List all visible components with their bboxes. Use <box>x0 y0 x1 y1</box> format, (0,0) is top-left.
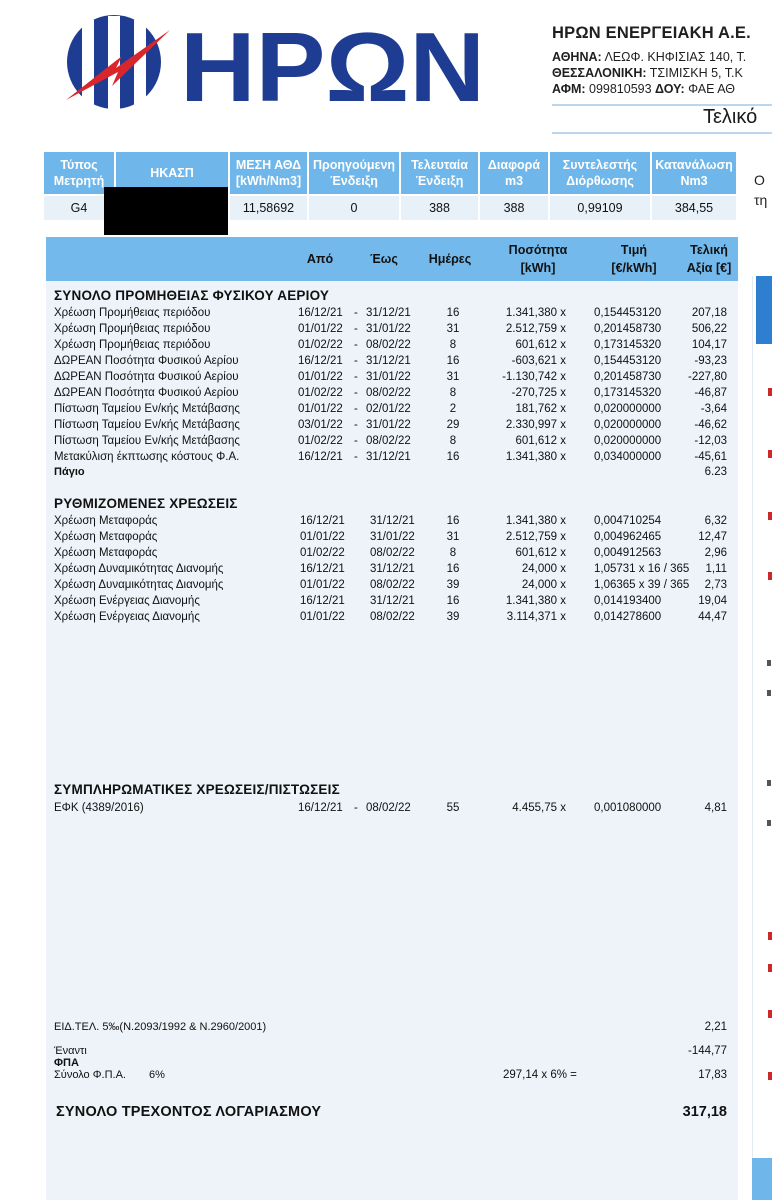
table-row <box>0 449 772 465</box>
row-price: 0,201458730 <box>594 371 662 383</box>
side-marker <box>768 932 772 940</box>
side-marker <box>767 690 771 696</box>
row-from: 16/12/21 <box>298 355 343 367</box>
meter-value-previous: 0 <box>309 196 399 220</box>
company-address-athens <box>552 50 746 64</box>
meter-header-ath: ΜΕΣΗ ΑΘΔ [kWh/Nm3] <box>230 152 307 194</box>
row-label: ΔΩΡΕΑΝ Ποσότητα Φυσικού Αερίου <box>54 387 239 399</box>
row-to: 08/02/22 <box>366 435 411 447</box>
row-label: ΕΦΚ (4389/2016) <box>54 802 144 814</box>
row-label: Χρέωση Μεταφοράς <box>54 531 158 543</box>
row-from: 01/02/22 <box>298 387 343 399</box>
row-days: 8 <box>449 435 457 447</box>
meter-header-hkasp: ΗΚΑΣΠ <box>116 152 228 194</box>
col-header-days: Ημέρες <box>428 252 472 266</box>
row-qty: -270,725 x <box>511 387 566 399</box>
table-row <box>0 337 772 353</box>
row-days: 16 <box>446 595 460 607</box>
row-to: 31/12/21 <box>366 355 411 367</box>
address-label-athens: ΑΘΗΝΑ: <box>552 50 602 64</box>
row-label: Χρέωση Προμήθειας περιόδου <box>54 339 211 351</box>
side-marker <box>767 780 771 786</box>
address-value-thessaloniki: ΤΣΙΜΙΣΚΗ 5, Τ.Κ <box>646 66 743 80</box>
vat-value: 17,83 <box>698 1069 727 1081</box>
row-from: 01/01/22 <box>300 611 345 623</box>
side-marker <box>768 1010 772 1018</box>
row-price: 1,06365 x 39 / 365 <box>594 579 690 591</box>
row-price: 0,173145320 <box>594 387 662 399</box>
row-qty: 3.114,371 x <box>506 611 566 623</box>
row-label: Πίστωση Ταμείου Εν/κής Μετάβασης <box>54 435 240 447</box>
row-qty: 601,612 x <box>515 547 566 559</box>
row-label: ΔΩΡΕΑΝ Ποσότητα Φυσικού Αερίου <box>54 355 239 367</box>
row-qty: 1.341,380 x <box>505 307 566 319</box>
row-to: 31/12/21 <box>370 515 415 527</box>
row-dash: - <box>354 387 358 399</box>
row-dash: - <box>354 355 358 367</box>
row-total: 6,32 <box>704 515 727 527</box>
row-to: 08/02/22 <box>370 579 415 591</box>
row-dash: - <box>354 403 358 415</box>
row-total: -45,61 <box>694 451 727 463</box>
row-label: Χρέωση Προμήθειας περιόδου <box>54 323 211 335</box>
fixed-charge-row <box>0 464 772 480</box>
row-from: 01/01/22 <box>298 371 343 383</box>
meter-header-correction: Συντελεστής Διόρθωσης <box>550 152 650 194</box>
table-row <box>0 321 772 337</box>
bill-total-value: 317,18 <box>682 1104 727 1120</box>
row-qty: 2.330,997 x <box>505 419 566 431</box>
row-from: 01/02/22 <box>298 435 343 447</box>
special-fee-row <box>0 1019 772 1035</box>
row-from: 16/12/21 <box>300 595 345 607</box>
row-from: 01/02/22 <box>300 547 345 559</box>
section-title-supply: ΣΥΝΟΛΟ ΠΡΟΜΗΘΕΙΑΣ ΦΥΣΙΚΟΥ ΑΕΡΙΟΥ <box>54 288 330 303</box>
table-row <box>0 305 772 321</box>
row-total: 506,22 <box>691 323 727 335</box>
row-total: 19,04 <box>698 595 727 607</box>
row-price: 0,020000000 <box>594 419 662 431</box>
row-total: 2,73 <box>704 579 727 591</box>
row-from: 16/12/21 <box>300 563 345 575</box>
row-total: 12,47 <box>698 531 727 543</box>
vat-total-label: Σύνολο Φ.Π.Α. <box>54 1069 126 1081</box>
row-price: 0,014193400 <box>594 595 662 607</box>
row-total: 207,18 <box>691 307 727 319</box>
row-total: -46,62 <box>694 419 727 431</box>
row-from: 01/01/22 <box>300 579 345 591</box>
row-to: 31/01/22 <box>370 531 415 543</box>
row-qty: 24,000 x <box>521 563 566 575</box>
row-to: 08/02/22 <box>366 339 411 351</box>
logo-wordmark: ΗΡΩΝ <box>180 12 485 118</box>
row-price: 0,004912563 <box>594 547 662 559</box>
row-price: 0,154453120 <box>594 355 662 367</box>
company-tax-info <box>552 82 735 96</box>
row-label: Χρέωση Προμήθειας περιόδου <box>54 307 211 319</box>
row-total: 2,96 <box>704 547 727 559</box>
row-days: 16 <box>446 563 460 575</box>
side-marker <box>767 660 771 666</box>
section-title-supplementary: ΣΥΜΠΛΗΡΩΜΑΤΙΚΕΣ ΧΡΕΩΣΕΙΣ/ΠΙΣΤΩΣΕΙΣ <box>54 782 340 797</box>
row-from: 01/01/22 <box>298 403 343 415</box>
row-total: -227,80 <box>687 371 727 383</box>
row-price: 0,154453120 <box>594 307 662 319</box>
fixed-charge-value: 6.23 <box>704 466 727 478</box>
meter-header-diff: Διαφορά m3 <box>480 152 548 194</box>
row-days: 29 <box>446 419 460 431</box>
row-qty: 1.341,380 x <box>505 451 566 463</box>
row-price: 1,05731 x 16 / 365 <box>594 563 690 575</box>
row-label: Μετακύλιση έκπτωσης κόστους Φ.Α. <box>54 451 240 463</box>
vat-heading: ΦΠΑ <box>54 1057 79 1069</box>
section-title-regulated: ΡΥΘΜΙΖΟΜΕΝΕΣ ΧΡΕΩΣΕΙΣ <box>54 496 238 511</box>
row-label: Χρέωση Δυναμικότητας Διανομής <box>54 563 224 575</box>
side-marker <box>768 388 772 396</box>
row-qty: 24,000 x <box>521 579 566 591</box>
side-marker <box>768 964 772 972</box>
side-marker <box>768 1072 772 1080</box>
company-name: ΗΡΩΝ ΕΝΕΡΓΕΙΑΚΗ Α.Ε. <box>552 24 751 42</box>
special-fee-label: ΕΙΔ.ΤΕΛ. 5‰(Ν.2093/1992 & Ν.2960/2001) <box>54 1021 267 1033</box>
row-total: -46,87 <box>694 387 727 399</box>
table-row <box>0 513 772 529</box>
row-label: Χρέωση Ενέργειας Διανομής <box>54 611 200 623</box>
row-price: 0,014278600 <box>594 611 662 623</box>
col-header-from: Από <box>306 252 334 266</box>
row-dash: - <box>354 435 358 447</box>
row-total: -12,03 <box>694 435 727 447</box>
meter-value-last: 388 <box>401 196 478 220</box>
row-from: 03/01/22 <box>298 419 343 431</box>
table-row <box>0 577 772 593</box>
meter-header-consumption: Κατανάλωση Nm3 <box>652 152 736 194</box>
row-days: 39 <box>446 611 460 623</box>
row-to: 31/12/21 <box>370 595 415 607</box>
row-dash: - <box>354 323 358 335</box>
row-to: 08/02/22 <box>366 387 411 399</box>
side-text: τη <box>754 192 768 208</box>
row-label: Χρέωση Μεταφοράς <box>54 547 158 559</box>
table-row <box>0 561 772 577</box>
col-header-to: Έως <box>370 252 398 266</box>
row-qty: 181,762 x <box>515 403 566 415</box>
vat-rate: 6% <box>149 1069 165 1081</box>
table-row <box>0 529 772 545</box>
afm-label: ΑΦΜ: <box>552 82 586 96</box>
afm-value: 099810593 <box>585 82 656 96</box>
table-row <box>0 353 772 369</box>
row-price: 0,034000000 <box>594 451 662 463</box>
row-qty: 601,612 x <box>515 435 566 447</box>
table-row <box>0 609 772 625</box>
row-days: 55 <box>446 802 460 814</box>
row-label: Χρέωση Ενέργειας Διανομής <box>54 595 200 607</box>
row-days: 8 <box>449 339 457 351</box>
advance-payment-value: -144,77 <box>687 1045 727 1057</box>
row-from: 16/12/21 <box>300 515 345 527</box>
header-divider <box>552 132 772 134</box>
row-to: 31/12/21 <box>366 307 411 319</box>
meter-value-ath: 11,58692 <box>230 196 307 220</box>
special-fee-value: 2,21 <box>704 1021 727 1033</box>
row-to: 31/01/22 <box>366 419 411 431</box>
row-days: 16 <box>446 451 460 463</box>
row-price: 0,173145320 <box>594 339 662 351</box>
row-days: 8 <box>449 387 457 399</box>
row-from: 01/02/22 <box>298 339 343 351</box>
row-days: 31 <box>446 371 460 383</box>
row-dash: - <box>354 451 358 463</box>
row-total: -3,64 <box>700 403 727 415</box>
doy-value: ΦΑΕ ΑΘ <box>684 82 735 96</box>
side-marker <box>768 450 772 458</box>
fixed-charge-label: Πάγιο <box>54 466 85 478</box>
document-title: Τελικό <box>703 106 758 128</box>
row-days: 8 <box>449 547 457 559</box>
row-qty: 2.512,759 x <box>505 323 566 335</box>
row-total: 4,81 <box>704 802 727 814</box>
side-marker <box>768 572 772 580</box>
row-price: 0,201458730 <box>594 323 662 335</box>
row-days: 2 <box>449 403 457 415</box>
row-dash: - <box>354 371 358 383</box>
meter-value-consumption: 384,55 <box>652 196 736 220</box>
meter-value-type: G4 <box>44 196 114 220</box>
row-dash: - <box>354 419 358 431</box>
meter-header-last: Τελευταία Ένδειξη <box>401 152 478 194</box>
row-days: 31 <box>446 323 460 335</box>
vat-calc: 297,14 x 6% = <box>503 1069 577 1081</box>
meter-header-previous: Προηγούμενη Ένδειξη <box>309 152 399 194</box>
row-price: 0,020000000 <box>594 435 662 447</box>
meter-value-correction: 0,99109 <box>550 196 650 220</box>
row-price: 0,004710254 <box>594 515 662 527</box>
row-label: Χρέωση Μεταφοράς <box>54 515 158 527</box>
row-total: 104,17 <box>691 339 727 351</box>
row-to: 31/12/21 <box>370 563 415 575</box>
row-price: 0,001080000 <box>594 802 662 814</box>
row-to: 08/02/22 <box>370 611 415 623</box>
side-text: Ο <box>754 172 765 188</box>
row-from: 16/12/21 <box>298 802 343 814</box>
row-qty: 2.512,759 x <box>505 531 566 543</box>
row-qty: 601,612 x <box>515 339 566 351</box>
row-days: 16 <box>446 355 460 367</box>
side-marker <box>768 512 772 520</box>
doy-label: ΔΟΥ: <box>655 82 685 96</box>
row-to: 31/12/21 <box>366 451 411 463</box>
row-total: 1,11 <box>705 563 727 575</box>
table-row <box>0 800 772 816</box>
table-row <box>0 593 772 609</box>
address-label-thessaloniki: ΘΕΣΣΑΛΟΝΙΚΗ: <box>552 66 647 80</box>
row-dash: - <box>354 802 358 814</box>
vat-total-row <box>0 1067 772 1083</box>
side-panel-badge <box>756 276 772 344</box>
row-label: Πίστωση Ταμείου Εν/κής Μετάβασης <box>54 419 240 431</box>
row-price: 0,020000000 <box>594 403 662 415</box>
row-qty: -1.130,742 x <box>502 371 566 383</box>
row-qty: 4.455,75 x <box>512 802 566 814</box>
row-from: 16/12/21 <box>298 451 343 463</box>
row-label: Χρέωση Δυναμικότητας Διανομής <box>54 579 224 591</box>
bill-total-label: ΣΥΝΟΛΟ ΤΡΕΧΟΝΤΟΣ ΛΟΓΑΡΙΑΣΜΟΥ <box>56 1104 322 1120</box>
row-dash: - <box>354 307 358 319</box>
table-row <box>0 545 772 561</box>
row-dash: - <box>354 339 358 351</box>
row-days: 31 <box>446 531 460 543</box>
side-panel-edge <box>752 276 772 1200</box>
row-from: 16/12/21 <box>298 307 343 319</box>
row-label: ΔΩΡΕΑΝ Ποσότητα Φυσικού Αερίου <box>54 371 239 383</box>
col-header-qty: Ποσότητα [kWh] <box>508 243 568 275</box>
row-days: 16 <box>446 307 460 319</box>
row-to: 31/01/22 <box>366 323 411 335</box>
row-qty: -603,621 x <box>511 355 566 367</box>
row-to: 08/02/22 <box>370 547 415 559</box>
side-marker <box>767 820 771 826</box>
row-qty: 1.341,380 x <box>505 595 566 607</box>
table-row <box>0 369 772 385</box>
redaction-block <box>104 187 228 235</box>
row-total: -93,23 <box>694 355 727 367</box>
row-to: 02/01/22 <box>366 403 411 415</box>
row-to: 08/02/22 <box>366 802 411 814</box>
row-qty: 1.341,380 x <box>505 515 566 527</box>
row-days: 39 <box>446 579 460 591</box>
advance-payment-label: Έναντι <box>54 1045 87 1057</box>
row-price: 0,004962465 <box>594 531 662 543</box>
address-value-athens: ΛΕΩΦ. ΚΗΦΙΣΙΑΣ 140, Τ. <box>601 50 747 64</box>
row-from: 01/01/22 <box>298 323 343 335</box>
meter-value-diff: 388 <box>480 196 548 220</box>
side-panel-footer <box>752 1158 772 1200</box>
row-days: 16 <box>446 515 460 527</box>
row-from: 01/01/22 <box>300 531 345 543</box>
table-row <box>0 417 772 433</box>
col-header-total: Τελική Αξία [€] <box>686 243 732 275</box>
heron-logo <box>62 8 502 118</box>
table-row <box>0 385 772 401</box>
table-row <box>0 401 772 417</box>
col-header-price: Τιμή [€/kWh] <box>611 243 657 275</box>
company-address-thessaloniki <box>552 66 743 80</box>
meter-header-type: Τύπος Μετρητή <box>44 152 114 194</box>
row-label: Πίστωση Ταμείου Εν/κής Μετάβασης <box>54 403 240 415</box>
row-total: 44,47 <box>698 611 727 623</box>
row-to: 31/01/22 <box>366 371 411 383</box>
logo-emblem <box>66 15 170 110</box>
table-row <box>0 433 772 449</box>
